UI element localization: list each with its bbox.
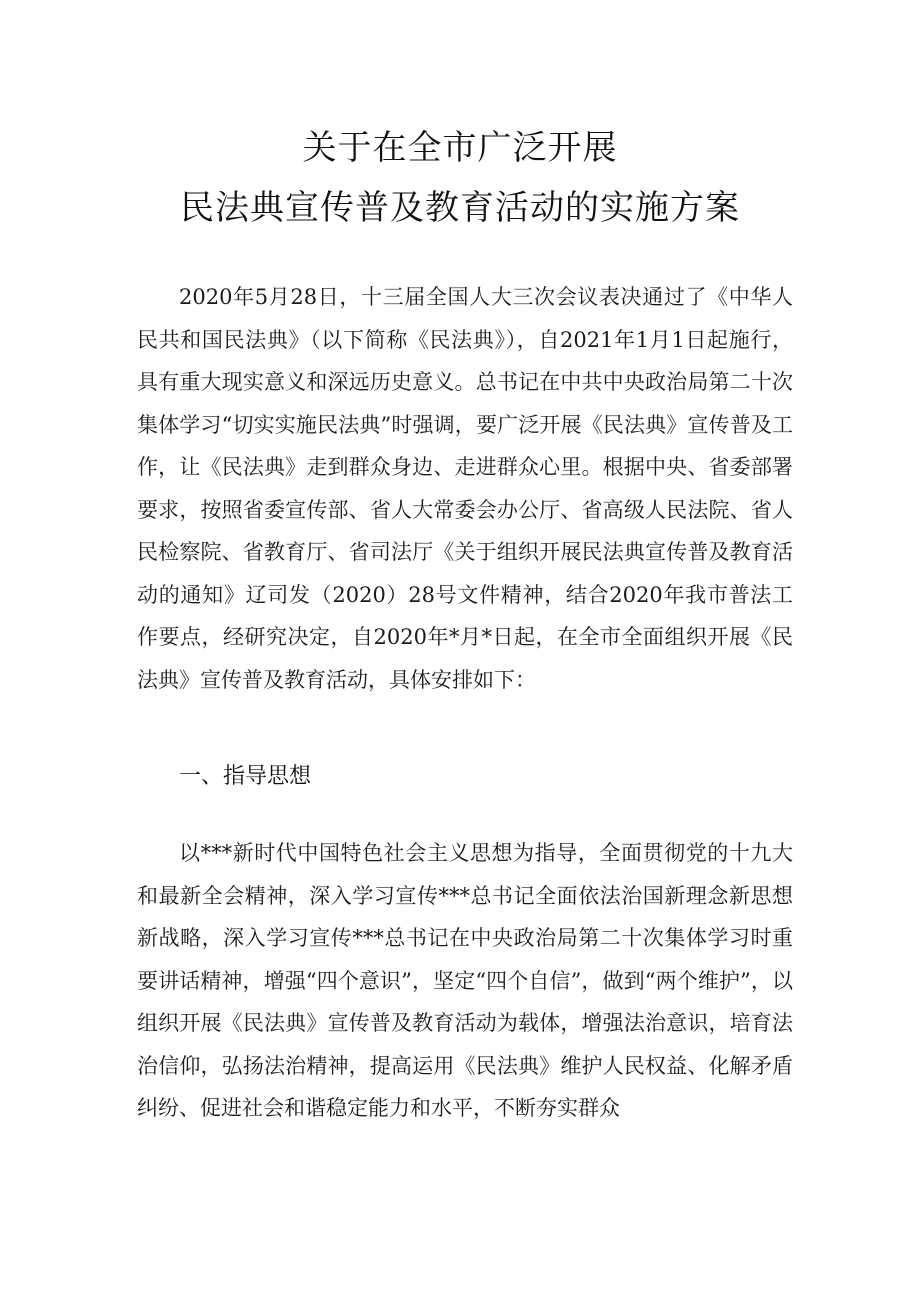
section-heading-guiding-ideology: 一、指导思想 [179,764,312,789]
guiding-ideology-paragraph: 以***新时代中国特色社会主义思想为指导，全面贯彻党的十九大和最新全会精神，深入学习宣传***总书记全面依法治国新理念新思想新战略，深入学习宣传***总书记在中央政治局第二十次集体学习时重要讲话精神，增强“四个意识”，坚定“四个自信”，做到“两个维护”，以组织开展《民法典》宣传普及教育活动为载体，增强法治意识，培育法治信仰，弘扬法治精神，提高运用《民法典》维护人民权益、化解矛盾纠纷、促进社会和谐稳定能力和水平，不断夯实群众 [137,841,793,1120]
document-title-line2: 民法典宣传普及教育活动的实施方案 [180,188,740,228]
intro-paragraph: 2020年5月28日，十三届全国人大三次会议表决通过了《中华人民共和国民法典》（以下简称《民法典》），自2021年1月1日起施行，具有重大现实意义和深远历史意义。总书记在中共中央政治局第二十次集体学习“切实实施民法典”时强调，要广泛开展《民法典》宣传普及工作，让《民法典》走到群众身边、走进群众心里。根据中央、省委部署要求，按照省委宣传部、省人大常委会办公厅、省高级人民法院、省人民检察院、省教育厅、省司法厅《关于组织开展民法典宣传普及教育活动的通知》辽司发（2020）28号文件精神，结合2020年我市普法工作要点，经研究决定，自2020年*月*日起，在全市全面组织开展《民法典》宣传普及教育活动，具体安排如下： [137,285,793,692]
document-title-line1: 关于在全市广泛开展 [302,128,618,168]
